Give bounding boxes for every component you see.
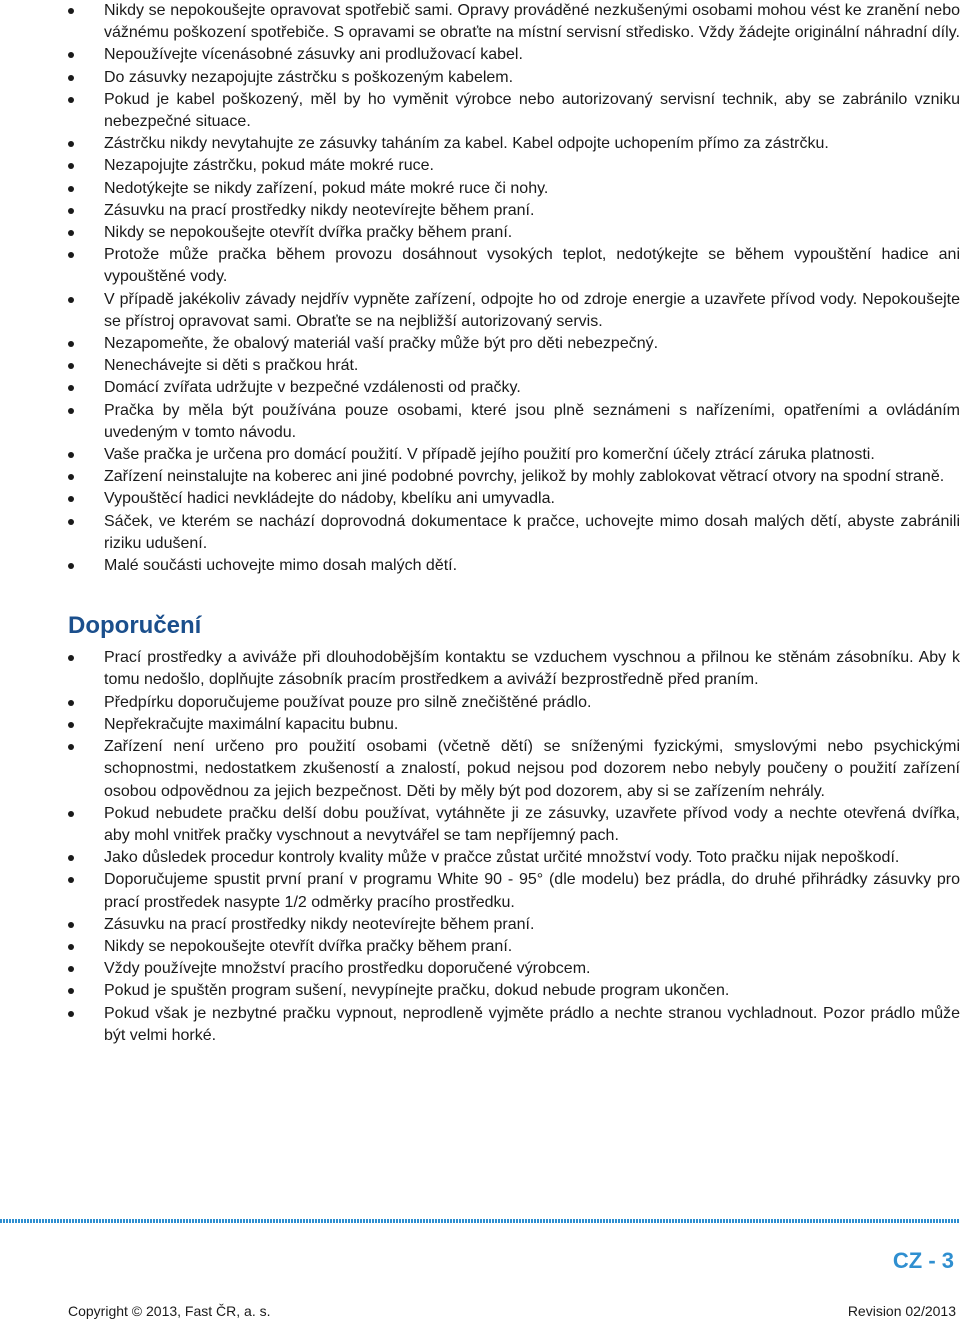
list-item: Vždy používejte množství pracího prostředku doporučené výrobcem. xyxy=(68,958,960,980)
list-item: Nikdy se nepokoušejte otevřít dvířka pračky během praní. xyxy=(68,222,960,244)
list-item: Nikdy se nepokoušejte otevřít dvířka pračky během praní. xyxy=(68,936,960,958)
list-item: Nikdy se nepokoušejte opravovat spotřebič sami. Opravy prováděné nezkušenými osobami mohou vést ke zranění nebo vážnému poškození spotřebiče. S opravami se obraťte na místní servisní středisko. Vždy žádejte originální náhradní díly. xyxy=(68,0,960,44)
page-content xyxy=(68,0,960,1047)
list-item: Zástrčku nikdy nevytahujte ze zásuvky taháním za kabel. Kabel odpojte uchopením přímo za zástrčku. xyxy=(68,133,960,155)
page-number: CZ - 3 xyxy=(892,1248,954,1273)
list-item: Zásuvku na prací prostředky nikdy neotevírejte během praní. xyxy=(68,914,960,936)
list-item: Nedotýkejte se nikdy zařízení, pokud máte mokré ruce či nohy. xyxy=(68,178,960,200)
list-item: Vaše pračka je určena pro domácí použití. V případě jejího použití pro komerční účely ztrácí záruka platnosti. xyxy=(68,444,960,466)
list-item: Nezapojujte zástrčku, pokud máte mokré ruce. xyxy=(68,155,960,177)
list-item: Doporučujeme spustit první praní v programu White 90 - 95° (dle modelu) bez prádla, do druhé přihrádky zásuvky pro prací prostředek nasypte 1/2 odměrky pracího prostředku. xyxy=(68,869,960,913)
list-item: Nepřekračujte maximální kapacitu bubnu. xyxy=(68,714,960,736)
list-item: Vypouštěcí hadici nevkládejte do nádoby, kbelíku ani umyvadla. xyxy=(68,488,960,510)
list-item: Domácí zvířata udržujte v bezpečné vzdálenosti od pračky. xyxy=(68,377,960,399)
recommendations-list xyxy=(68,647,960,1047)
section-title-recommendations: Doporučení xyxy=(68,612,202,640)
list-item: Protože může pračka během provozu dosáhnout vysokých teplot, nedotýkejte se během vypouštění hadice ani vypouštěné vody. xyxy=(68,244,960,288)
footer-divider xyxy=(0,1219,960,1223)
list-item: Pokud nebudete pračku delší dobu používat, vytáhněte ji ze zásuvky, uzavřete přívod vody a nechte otevřená dvířka, aby mohl vnitřek pračky vyschnout a nevytvářel se tam nepříjemný pach. xyxy=(68,803,960,847)
list-item: Sáček, ve kterém se nachází doprovodná dokumentace k pračce, uchovejte mimo dosah malých dětí, abyste zabránili riziku udušení. xyxy=(68,511,960,555)
list-item: Do zásuvky nezapojujte zástrčku s poškozeným kabelem. xyxy=(68,67,960,89)
list-item: Zásuvku na prací prostředky nikdy neotevírejte během praní. xyxy=(68,200,960,222)
list-item: V případě jakékoliv závady nejdřív vypněte zařízení, odpojte ho od zdroje energie a uzavřete přívod vody. Nepokoušejte se přístroj opravovat sami. Obraťte se na nejbližší autorizovaný servis. xyxy=(68,289,960,333)
list-item: Jako důsledek procedur kontroly kvality může v pračce zůstat určité množství vody. Toto pračku nijak nepoškodí. xyxy=(68,847,960,869)
list-item: Zařízení není určeno pro použití osobami (včetně dětí) se sníženými fyzickými, smyslovými nebo psychickými schopnostmi, nedostatkem zkušeností a znalostí, pokud nejsou pod dozorem nebo nebyly poučeny o použití zařízení osobou odpovědnou za jejich bezpečnost. Děti by měly být pod dozorem, aby si se zařízením nehrály. xyxy=(68,736,960,803)
revision-text: Revision 02/2013 xyxy=(847,1303,956,1319)
list-item: Malé součásti uchovejte mimo dosah malých dětí. xyxy=(68,555,960,577)
list-item: Prací prostředky a aviváže při dlouhodobějším kontaktu se vzduchem vyschnou a přilnou ke stěnám zásobníku. Aby k tomu nedošlo, doplňujte zásobník pracím prostředkem a aviváží bezprostředně před praním. xyxy=(68,647,960,691)
copyright-text: Copyright © 2013, Fast ČR, a. s. xyxy=(68,1303,271,1319)
list-item: Předpírku doporučujeme používat pouze pro silně znečištěné prádlo. xyxy=(68,692,960,714)
list-item: Nenechávejte si děti s pračkou hrát. xyxy=(68,355,960,377)
list-item: Pokud však je nezbytné pračku vypnout, neprodleně vyjměte prádlo a nechte stranou vychladnout. Pozor prádlo může být velmi horké. xyxy=(68,1003,960,1047)
safety-warnings-list xyxy=(68,0,960,577)
list-item: Zařízení neinstalujte na koberec ani jiné podobné povrchy, jelikož by mohly zablokovat větrací otvory na spodní straně. xyxy=(68,466,960,488)
list-item: Nepoužívejte vícenásobné zásuvky ani prodlužovací kabel. xyxy=(68,44,960,66)
list-item: Pračka by měla být používána pouze osobami, které jsou plně seznámeni s nařízeními, opatřeními a ovládáním uvedeným v tomto návodu. xyxy=(68,400,960,444)
list-item: Nezapomeňte, že obalový materiál vaší pračky může být pro děti nebezpečný. xyxy=(68,333,960,355)
list-item: Pokud je spuštěn program sušení, nevypínejte pračku, dokud nebude program ukončen. xyxy=(68,980,960,1002)
list-item: Pokud je kabel poškozený, měl by ho vyměnit výrobce nebo autorizovaný servisní technik, aby se zabránilo vzniku nebezpečné situace. xyxy=(68,89,960,133)
